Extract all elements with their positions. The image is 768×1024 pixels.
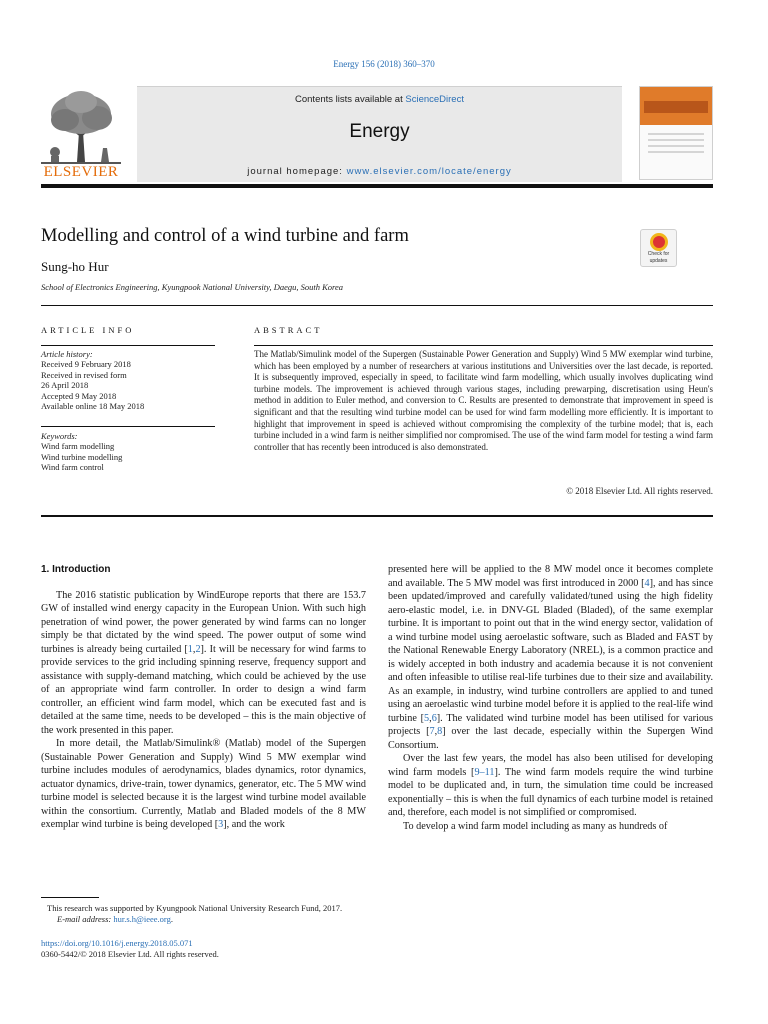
history-line: Received 9 February 2018 <box>41 359 131 369</box>
reference-link[interactable]: 1 <box>187 643 193 655</box>
reference-link[interactable]: 7 <box>429 726 435 737</box>
check-updates-label-1: Check for <box>647 251 670 257</box>
keywords <box>41 431 215 473</box>
body-paragraph <box>41 589 366 738</box>
paragraph-text: ] over the last decade, especially within the Supergen Wind Consortium. <box>388 726 713 751</box>
doi-link[interactable]: https://doi.org/10.1016/j.energy.2018.05.071 <box>41 938 193 948</box>
abstract-copyright: © 2018 Elsevier Ltd. All rights reserved. <box>566 486 713 496</box>
paragraph-text: , <box>192 643 196 655</box>
keyword-item: Wind farm modelling <box>41 441 115 451</box>
reference-link[interactable]: 8 <box>437 726 443 737</box>
body-left-column <box>41 563 366 832</box>
paragraph-text: ]. The validated wind turbine model has been utilised for various projects [ <box>388 712 713 737</box>
funding-footnote: This research was supported by Kyungpook National University Research Fund, 2017. <box>47 903 343 913</box>
history-line: Received in revised form <box>41 369 127 380</box>
article-history-heading: Article history: <box>41 349 93 359</box>
abstract-text: The Matlab/Simulink model of the Supergen (Sustainable Power Generation and Supply) Wind 5 MW exemplar wind turbine, which has been employed by a number of researchers at various institutions and Universities over the last decade, is reported. It is subsequently improved, especially in speed, to facilitate wind farm modelling, which usually involves duplicating wind turbine models. The improvement is achieved through various stages, including prewarping, discretisation using Heun's method in addition to Euler method, and conversion to C. Results are presented to demonstrate that improvement in speed is significant and that the resulting wind turbine model can be used for wind farm modelling more efficiently. It is important to highlight that improvement in speed is achieved without compromising the complexity of the turbine model; that is, each turbine included in a wind farm is neither simplified nor compromised. The use of the wind farm model for testing a wind farm controller that has recently been introduced is also demonstrated. <box>254 349 713 452</box>
homepage-prefix: journal homepage: <box>247 166 347 177</box>
body-paragraph: To develop a wind farm model including as many as hundreds of <box>403 820 668 832</box>
article-info-rule-1 <box>41 345 215 346</box>
email-end: . <box>170 914 173 924</box>
section-heading-introduction: 1. Introduction <box>41 564 111 575</box>
contents-prefix: Contents lists available at <box>295 94 406 105</box>
body-right-column <box>388 563 713 833</box>
elsevier-wordmark: ELSEVIER <box>43 164 119 180</box>
paragraph-text: ]. It will be necessary for wind farms to provide services to the grid including spinning reserve, frequency support and assistance with supply-demand matching, which could be achieved by the use of an appropriate wind farm controller. In order to design a wind farm controller, an efficient wind farm model, which can be executed fast and is detailed at the same time, needs to be developed – this is the main objective of the work presented in this paper. <box>41 643 366 736</box>
history-line: Accepted 9 May 2018 <box>41 390 117 401</box>
journal-banner <box>137 86 622 182</box>
keywords-heading: Keywords: <box>41 431 78 441</box>
cover-text-lines <box>648 133 704 157</box>
contents-available-line <box>137 94 622 105</box>
reference-link[interactable]: 2 <box>195 643 201 655</box>
paragraph-text: , <box>429 712 432 724</box>
body-paragraph <box>41 737 366 832</box>
reference-link[interactable]: 4 <box>644 577 650 589</box>
abstract-rule <box>254 345 713 346</box>
elsevier-tree-logo <box>41 86 121 184</box>
paragraph-text: Over the last few years, the model has also been utilised for developing wind farm models [ <box>388 753 713 778</box>
author-affiliation: School of Electronics Engineering, Kyungpook National University, Daegu, South Korea <box>41 282 344 292</box>
journal-homepage-line <box>137 166 622 177</box>
abstract-label: ABSTRACT <box>254 325 323 335</box>
reference-link[interactable]: 3 <box>218 819 224 830</box>
article-info-label: ARTICLE INFO <box>41 325 135 335</box>
paragraph-text: presented here will be applied to the 8 MW model once it becomes complete and available. The 5 MW model was first introduced in 2000 [ <box>388 564 713 589</box>
journal-citation[interactable]: Energy 156 (2018) 360–370 <box>333 59 435 69</box>
check-updates-icon <box>650 233 668 251</box>
paragraph-text: The 2016 statistic publication by WindEurope reports that there are 153.7 GW of installed wind energy capacity in the European Union. With such high penetration of wind power, the power generated by wind farms can no longer simply be that dictated by the wind speed. The power output of some wind turbines is already being curtailed [ <box>41 589 366 655</box>
body-paragraph <box>388 752 713 820</box>
keyword-item: Wind farm control <box>41 462 104 472</box>
email-footnote <box>57 914 173 924</box>
reference-link[interactable]: 5 <box>424 712 430 724</box>
article-history <box>41 349 215 412</box>
check-for-updates-button[interactable] <box>640 229 677 267</box>
cover-header <box>640 87 712 125</box>
keyword-item: Wind turbine modelling <box>41 451 123 462</box>
history-line: 26 April 2018 <box>41 380 89 390</box>
author-name: Sung-ho Hur <box>41 259 109 274</box>
paragraph-text: ]. The wind farm models require the wind turbine model to be duplicated and, in turn, the simulation time could be increased exponentially – this is when the full dynamics of each turbine model is retained and, therefore, each model is not simplified or compromised. <box>388 766 713 818</box>
history-line: Available online 18 May 2018 <box>41 401 145 411</box>
author-email-link[interactable]: hur.s.h@ieee.org <box>113 914 171 924</box>
article-info-rule-2 <box>41 426 215 427</box>
body-paragraph <box>388 563 713 752</box>
journal-masthead <box>41 86 713 184</box>
paragraph-text: , <box>434 726 438 737</box>
sciencedirect-link[interactable]: ScienceDirect <box>405 94 464 105</box>
cover-band <box>644 101 708 113</box>
reference-link[interactable]: 6 <box>431 712 437 724</box>
journal-homepage-link[interactable]: www.elsevier.com/locate/energy <box>346 166 512 177</box>
paragraph-text: ], and has since been updated/improved and carefully validated/tuned using the high fidelity aero-elastic model, i.e. in DNV-GL Bladed (Bladed), of the same exemplar turbine. It is important to point out that in the wind energy sector, validation of a wind turbine model using aeroelastic software, such as Bladed and FAST by the National Renewable Energy Laboratory (NREL), is a common practice and is widely accepted in both industry and academia because it is not convenient and often infeasible to utilise real-life turbines due to their size and availability. As an example, in industry, wind turbine controllers are applied to and tuned using an aeroelastic wind turbine model before it is applied to the real-life wind turbine [ <box>388 577 713 724</box>
journal-cover-thumbnail[interactable] <box>639 86 713 180</box>
reference-link[interactable]: 9–11 <box>474 766 495 778</box>
email-label: E-mail address: <box>57 914 114 924</box>
journal-name: Energy <box>349 121 410 142</box>
paragraph-text: ], and the work <box>223 819 285 830</box>
article-title: Modelling and control of a wind turbine and farm <box>41 226 409 246</box>
header-divider <box>41 305 713 306</box>
check-updates-label-2: updates <box>649 257 668 264</box>
abstract-bottom-divider <box>41 515 713 517</box>
footnote-divider <box>41 897 99 898</box>
masthead-divider <box>41 184 713 188</box>
issn-copyright: 0360-5442/© 2018 Elsevier Ltd. All rights reserved. <box>41 949 219 959</box>
paragraph-text: In more detail, the Matlab/Simulink® (Matlab) model of the Supergen (Sustainable Power Generation and Supply) Wind 5 MW exemplar wind turbine includes modules of aerodynamics, blades dynamics, rotor dynamics, actuator dynamics, drive-train, tower dynamics, generator, etc. The 5 MW wind turbine model is selected because it is the largest wind turbine model available within the consortium. Currently, Matlab and Bladed models of the 8 MW exemplar wind turbine is being developed [ <box>41 738 366 830</box>
